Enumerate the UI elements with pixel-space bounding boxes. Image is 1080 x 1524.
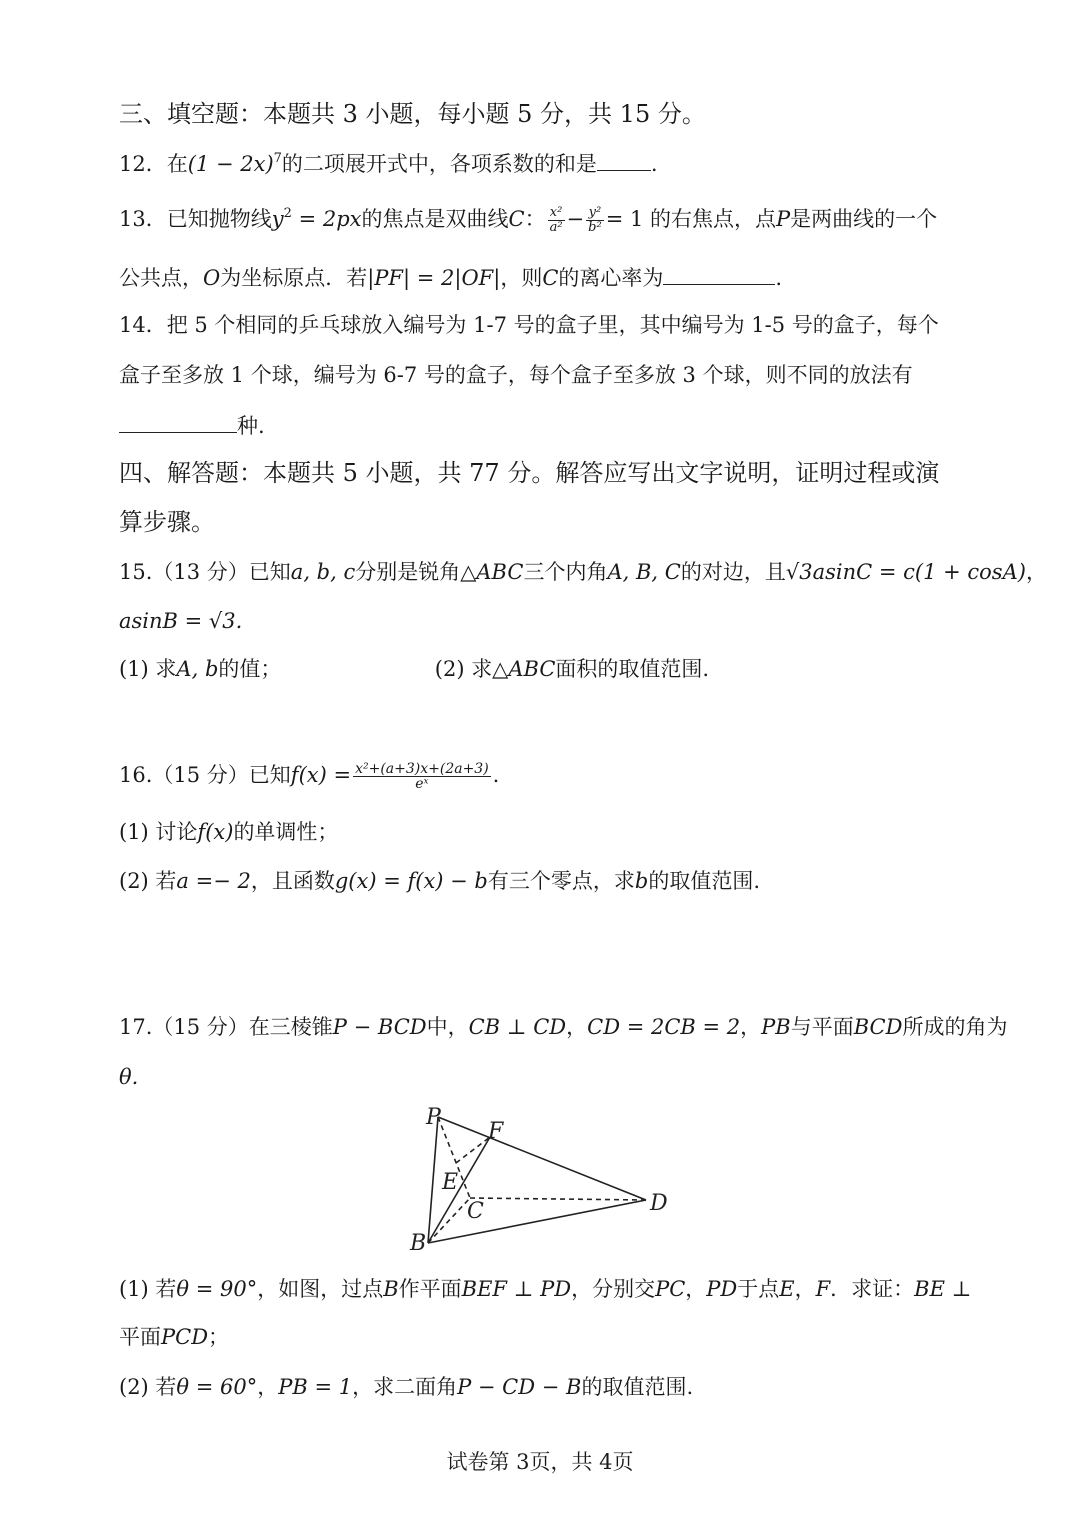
question-14-line2: 盒子至多放 1 个球，编号为 6-7 号的盒子，每个盒子至多放 3 个球，则不同的放法有: [119, 363, 913, 387]
q15-abc: a, b, c: [290, 560, 356, 584]
question-15-line1: [119, 557, 1047, 587]
q17-p2-eq: θ = 60°: [176, 1375, 258, 1399]
q14-answer-blank[interactable]: [119, 410, 237, 433]
q13-text-e: 是两曲线的一个: [790, 207, 938, 231]
question-16-part2: [119, 866, 760, 896]
q17-p1-l2-b: ；: [208, 1325, 230, 1349]
q13-eq-tail: = 1: [605, 207, 644, 231]
q13-l2-a: 公共点，: [119, 266, 203, 290]
page-footer: 试卷第 3页，共 4页: [446, 1450, 634, 1474]
q17-p1-l2-pcd: PCD: [161, 1325, 209, 1349]
q16-part1-f: f(x): [197, 820, 234, 844]
q16-end: .: [492, 763, 500, 787]
q17-p1-g: ，: [794, 1277, 816, 1301]
question-15-line2: asinB = √3.: [119, 609, 243, 633]
q17-p2-c: ，求二面角: [352, 1375, 458, 1399]
q15-part2-v: ABC: [508, 657, 556, 681]
label-B: B: [410, 1231, 427, 1256]
edge-CD: [470, 1198, 646, 1200]
q12-answer-blank[interactable]: [597, 148, 651, 171]
q15-t4: ，: [1025, 560, 1047, 584]
q16-fx: f(x) =: [290, 763, 352, 787]
section3-header: 三、填空题：本题共 3 小题，每小题 5 分，共 15 分。: [119, 100, 706, 128]
q17-cond1: CB ⊥ CD: [468, 1015, 567, 1039]
question-17-part1-line1: [119, 1274, 971, 1304]
q15-t3: 的对边，且: [680, 560, 786, 584]
q16-part1-b: 的单调性；: [233, 820, 339, 844]
q17-p2-a: (2) 若: [119, 1375, 177, 1399]
q16-fraction: $\frac{\text{x²+(a+3)x+(2a+3)}}{\text{eˣ}}$: [355, 761, 489, 792]
question-14-line3: [119, 410, 265, 441]
q13-eq2: = 2px: [291, 207, 362, 231]
q12-end: .: [650, 152, 658, 176]
q17-lead: 17.（15 分）在三棱锥: [119, 1015, 333, 1039]
q13-l2-d: 的离心率为: [558, 266, 664, 290]
q17-bcd: BCD: [853, 1015, 903, 1039]
label-E: E: [442, 1170, 459, 1195]
q15-angles: A, B, C: [607, 560, 681, 584]
question-17-part1-line2: [119, 1322, 229, 1352]
q16-part2-g: g(x) = f(x) − b: [334, 869, 488, 893]
edge-BD: [428, 1200, 646, 1243]
q17-p1-eq: θ = 90°: [176, 1277, 258, 1301]
q17-p1-pc: PC: [655, 1277, 686, 1301]
q13-text: 已知抛物线: [166, 207, 272, 231]
q15-part2-a: (2) 求△: [434, 657, 509, 681]
q17-p2-b: ，: [257, 1375, 279, 1399]
question-17-line2: θ.: [119, 1065, 139, 1089]
label-D: D: [650, 1191, 668, 1216]
label-C: C: [467, 1199, 484, 1224]
q15-tri: ABC: [476, 560, 524, 584]
q17-p1-d: ，分别交: [571, 1277, 656, 1301]
q16-part2-c: 有三个零点，求: [487, 869, 635, 893]
q13-number: 13．: [119, 207, 167, 231]
q15-part1-a: (1) 求: [119, 657, 177, 681]
question-16-part1: [119, 817, 338, 847]
q17-p1-b: ，如图，过点: [257, 1277, 384, 1301]
q13-l2-cc: C: [542, 266, 559, 290]
q15-eq1: √3asinC = c(1 + cosA): [785, 560, 1026, 584]
question-17-line1: [119, 1012, 1007, 1042]
question-15-parts: [119, 654, 709, 684]
q17-p1-c: 作平面: [398, 1277, 462, 1301]
q17-p1-be: BE ⊥: [914, 1277, 972, 1301]
q16-part2-bb: b: [634, 869, 649, 893]
q17-pb: PB: [761, 1015, 791, 1039]
q13-frac1: $\frac{\text{x²}}{\text{a²}}$: [549, 205, 563, 235]
section4-header-line1: 四、解答题：本题共 5 小题，共 77 分。解答应写出文字说明，证明过程或演: [119, 459, 940, 487]
q17-p1-f: 于点: [737, 1277, 780, 1301]
q15-part2-b: 面积的取值范围.: [555, 657, 710, 681]
edge-PD: [438, 1117, 646, 1200]
q16-part2-a: (2) 若: [119, 869, 177, 893]
q17-p1-B: B: [383, 1277, 399, 1301]
q13-answer-blank[interactable]: [663, 262, 775, 285]
q15-part1-b: 的值；: [218, 657, 282, 681]
q17-pbcd: P − BCD: [332, 1015, 427, 1039]
q17-p1-a: (1) 若: [119, 1277, 177, 1301]
label-F: F: [488, 1119, 504, 1144]
q17-t4: 与平面: [790, 1015, 854, 1039]
q17-p1-e: ，: [685, 1277, 707, 1301]
q17-p2-dih: P − CD − B: [457, 1375, 582, 1399]
q17-p1-plane: BEF ⊥ PD: [461, 1277, 572, 1301]
q17-p1-h: ．求证：: [830, 1277, 915, 1301]
q17-p1-E: E: [779, 1277, 795, 1301]
edge-PB: [428, 1117, 438, 1243]
q17-t5: 所成的角为: [902, 1015, 1008, 1039]
edge-EF: [456, 1137, 490, 1163]
q17-t1: 中，: [426, 1015, 469, 1039]
q13-end: .: [775, 266, 783, 290]
q16-part2-eq: a =− 2: [176, 869, 251, 893]
tetrahedron-figure: [400, 1100, 690, 1260]
q17-p2-pb: PB = 1: [278, 1375, 353, 1399]
q14-tail: 种.: [237, 414, 265, 438]
q17-p1-pd: PD: [706, 1277, 738, 1301]
q12-text-2: 的二项展开式中，各项系数的和是: [281, 152, 597, 176]
q17-t2: ，: [566, 1015, 588, 1039]
q17-cond2: CD = 2CB = 2: [587, 1015, 741, 1039]
q13-l2-eq: |PF| = 2|OF|: [367, 266, 501, 290]
question-13-line1: 13．已知抛物线$y^2 = 2px$的焦点是双曲线C： $\frac{\text{x²}}{\text{a²}}$ − $\frac{\text{y²}}{\text{b²}}$ = 1 的右焦点，点P是两曲线的一个: [119, 205, 938, 235]
q16-lead: 16.（15 分）已知: [119, 763, 291, 787]
q13-p: P: [776, 207, 791, 231]
q15-t1: 分别是锐角△: [355, 560, 477, 584]
q15-part1-v: A, b: [176, 657, 219, 681]
q17-t3: ，: [740, 1015, 762, 1039]
q13-c: C: [508, 207, 525, 231]
q12-text: 在: [166, 152, 188, 176]
section4-header-line2: 算步骤。: [119, 508, 215, 536]
edge-BF: [428, 1137, 490, 1243]
q13-l2-b: 为坐标原点．若: [220, 266, 368, 290]
q12-expr: (1 − 2x): [187, 152, 274, 176]
question-14-line1: 14．把 5 个相同的乒乓球放入编号为 1-7 号的盒子里，其中编号为 1-5 号的盒子，每个: [119, 313, 939, 337]
q17-p1-F: F: [815, 1277, 831, 1301]
question-13-line2: [119, 262, 782, 293]
q13-eq: y: [271, 207, 284, 231]
q17-p1-l2-a: 平面: [119, 1325, 161, 1349]
q16-part1-a: (1) 讨论: [119, 820, 198, 844]
q16-part2-d: 的取值范围.: [648, 869, 761, 893]
question-16-line1: [119, 760, 499, 791]
q12-number: 12．: [119, 152, 167, 176]
q13-o: O: [203, 266, 221, 290]
q13-text-d: 的右焦点，点: [643, 207, 777, 231]
label-P: P: [426, 1105, 441, 1130]
question-17-part2: [119, 1372, 693, 1402]
q17-p2-d: 的取值范围.: [581, 1375, 694, 1399]
q15-t2: 三个内角: [523, 560, 608, 584]
q12-exponent: 7: [273, 151, 282, 166]
q13-text-b: 的焦点是双曲线: [361, 207, 509, 231]
q16-part2-b: ，且函数: [250, 869, 335, 893]
question-12: [119, 148, 658, 179]
q13-frac2: $\frac{\text{y²}}{\text{b²}}$: [588, 205, 602, 235]
q15-lead: 15.（13 分）已知: [119, 560, 291, 584]
q13-l2-c: ，则: [500, 266, 543, 290]
